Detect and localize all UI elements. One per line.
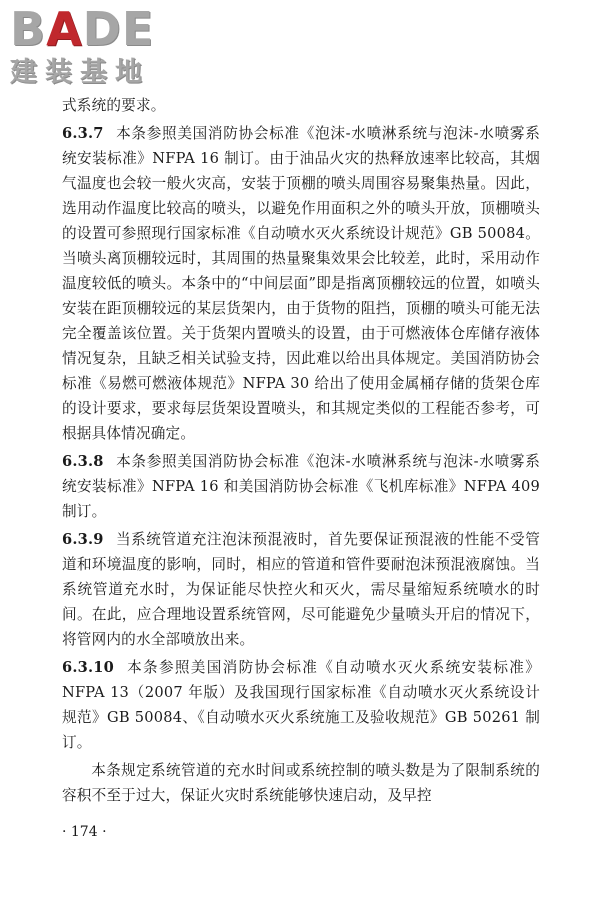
page-number: · 174 · [62,824,107,840]
paragraph-text: 式系统的要求。 [62,97,166,114]
clause-number: 6.3.9 [62,531,104,548]
bade-logo [10,4,180,92]
clause-number: 6.3.8 [62,453,104,470]
paragraph-explanation [62,758,540,808]
page-body [62,93,540,811]
logo-letter-b: B [10,2,47,56]
clause-6-3-9 [62,527,540,652]
logo-subtitle: 建装基地 [10,57,150,88]
logo-letter-a-red: A [46,2,83,56]
clause-text: 当系统管道充注泡沫预混液时，首先要保证预混液的性能不受管道和环境温度的影响，同时，相应的管道和管件要耐泡沫预混液腐蚀。当系统管道充水时，为保证能尽快控火和灭火，需尽量缩短系统喷水的时间。在此，应合理地设置系统管网，尽可能避免少量喷头开启的情况下，将管网内的水全部喷放出来。 [62,531,540,648]
clause-text: 本条参照美国消防协会标准《自动喷水灭火系统安装标准》NFPA 13（2007 年版）及我国现行国家标准《自动喷水灭火系统设计规范》GB 50084、《自动喷水灭火系统施工及验收规范》GB 50261 制订。 [62,659,540,751]
clause-number: 6.3.7 [62,125,104,142]
logo-wordmark [10,4,180,54]
logo-letters-de: DE [82,2,155,56]
clause-6-3-7 [62,121,540,446]
clause-text: 本条参照美国消防协会标准《泡沫-水喷淋系统与泡沫-水喷雾系统安装标准》NFPA 16 制订。由于油品火灾的热释放速率比较高，其烟气温度也会较一般火灾高，安装于顶棚的喷头周围容易聚集热量。因此，选用动作温度比较高的喷头，以避免作用面积之外的喷头开放，顶棚喷头的设置可参照现行国家标准《自动喷水灭火系统设计规范》GB 50084。当喷头离顶棚较远时，其周围的热量聚集效果会比较差，此时，采用动作温度较低的喷头。本条中的“中间层面”即是指离顶棚较远的位置，如喷头安装在距顶棚较远的某层货架内，由于货物的阻挡，顶棚的喷头可能无法完全覆盖该位置。关于货架内置喷头的设置，由于可燃液体仓库储存液体情况复杂，且缺乏相关试验支持，因此难以给出具体规定。美国消防协会标准《易燃可燃液体规范》NFPA 30 给出了使用金属桶存储的货架仓库的设计要求，要求每层货架设置喷头，和其规定类似的工程能否参考，可根据具体情况确定。 [62,125,540,442]
clause-6-3-8 [62,449,540,524]
clause-text: 本条参照美国消防协会标准《泡沫-水喷淋系统与泡沫-水喷雾系统安装标准》NFPA 16 和美国消防协会标准《飞机库标准》NFPA 409 制订。 [62,453,540,520]
paragraph-text: 本条规定系统管道的充水时间或系统控制的喷头数是为了限制系统的容积不至于过大，保证火灾时系统能够快速启动，及早控 [62,762,540,804]
clause-number: 6.3.10 [62,659,114,676]
clause-6-3-10 [62,655,540,755]
paragraph-continuation [62,93,540,118]
